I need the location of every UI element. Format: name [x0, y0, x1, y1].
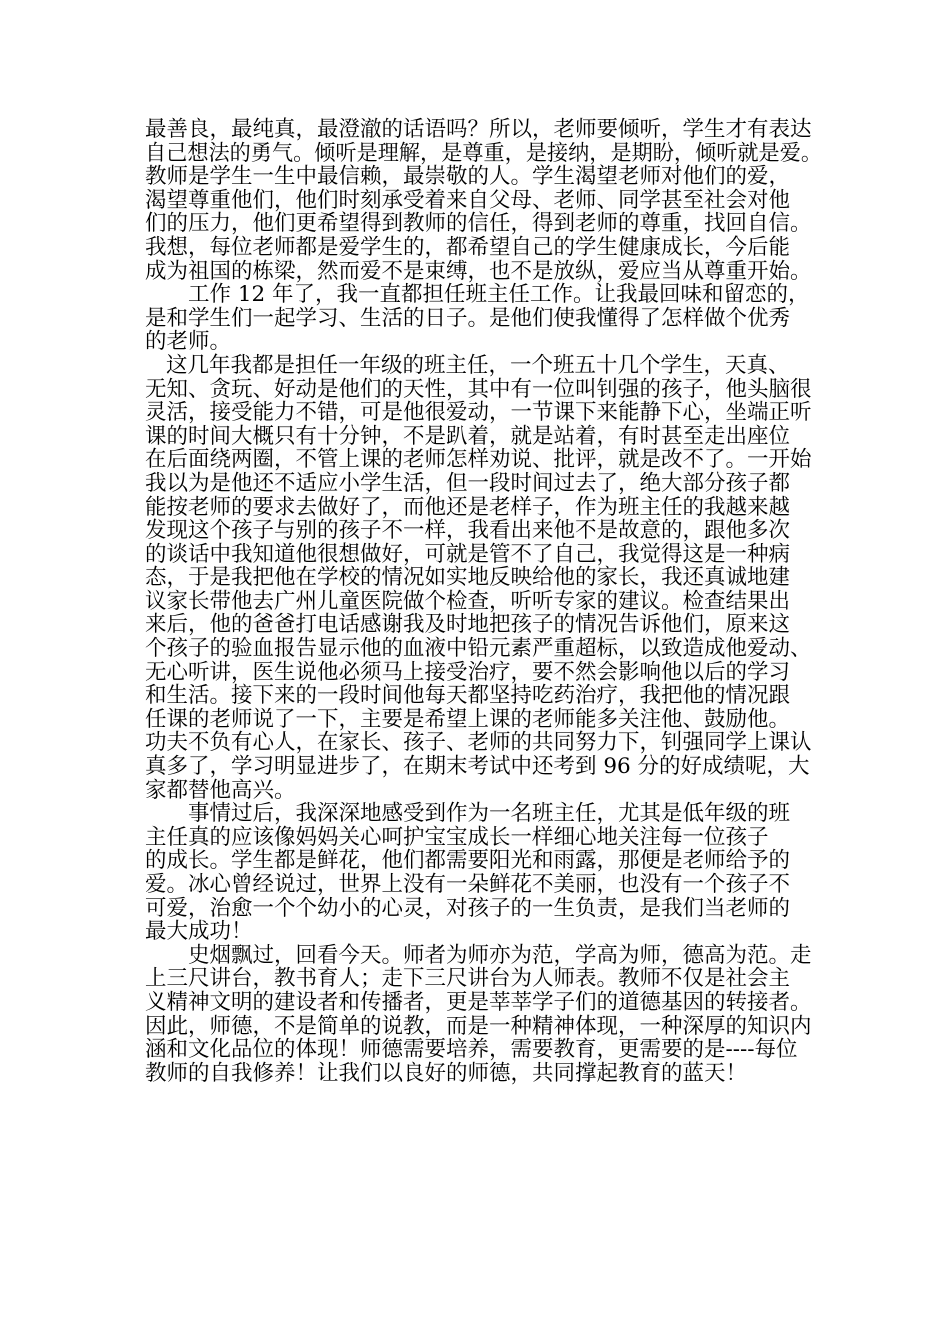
text-line: 爱。冰心曾经说过，世界上没有一朵鲜花不美丽，也没有一个孩子不: [145, 872, 791, 897]
text-line: 我以为是他还不适应小学生活，但一段时间过去了，绝大部分孩子都: [145, 470, 791, 496]
document-body: [145, 118, 822, 1085]
text-line: 可爱，治愈一个个幼小的心灵，对孩子的一生负责，是我们当老师的: [145, 895, 791, 921]
paragraph-start-line: 史烟飘过，回看今天。师者为师亦为范，学高为师，德高为范。走: [188, 942, 812, 968]
text-line: 的谈话中我知道他很想做好，可就是管不了自己，我觉得这是一种病: [145, 541, 791, 567]
text-line: 的成长。学生都是鲜花，他们都需要阳光和雨露，那便是老师给予的: [145, 848, 791, 874]
text-line: 自己想法的勇气。倾听是理解，是尊重，是接纳，是期盼，倾听就是爱。: [145, 140, 823, 166]
text-line: 无知、贪玩、好动是他们的天性，其中有一位叫钊强的孩子，他头脑很: [145, 376, 812, 402]
text-line: 能按老师的要求去做好了，而他还是老样子，作为班主任的我越来越: [145, 494, 791, 520]
text-line: 灵活，接受能力不错，可是他很爱动，一节课下来能静下心，坐端正听: [145, 400, 812, 426]
text-line: 功夫不负有心人，在家长、孩子、老师的共同努力下，钊强同学上课认: [145, 730, 812, 756]
text-line: 课的时间大概只有十分钟，不是趴着，就是站着，有时甚至走出座位: [145, 423, 791, 449]
text-line: 涵和文化品位的体现！师德需要培养，需要教育，更需要的是----每位: [145, 1037, 798, 1063]
text-line: 真多了，学习明显进步了，在期末考试中还考到 96 分的好成绩呢，大: [145, 754, 810, 780]
text-line: 们的压力，他们更希望得到教师的信任，得到老师的尊重，找回自信。: [145, 211, 812, 237]
text-line: 家都替他高兴。: [145, 777, 296, 803]
text-line: 最大成功！: [145, 919, 253, 945]
text-line: 成为祖国的栋梁，然而爱不是束缚，也不是放纵，爱应当从尊重开始。: [145, 258, 812, 284]
text-line: 的老师。: [145, 329, 232, 355]
paragraph-start-line: 工作 12 年了，我一直都担任班主任工作。让我最回味和留恋的，: [188, 282, 810, 308]
text-line: 态，于是我把他在学校的情况如实地反映给他的家长，我还真诚地建: [145, 565, 791, 591]
text-line: 任课的老师说了一下，主要是希望上课的老师能多关注他、鼓励他。: [145, 706, 791, 732]
text-line: 教师是学生一生中最信赖，最崇敬的人。学生渴望老师对他们的爱，: [145, 164, 791, 190]
text-line: 主任真的应该像妈妈关心呵护宝宝成长一样细心地关注每一位孩子: [145, 824, 769, 850]
text-line: 是和学生们一起学习、生活的日子。是他们使我懂得了怎样做个优秀: [145, 305, 791, 331]
text-line: 个孩子的验血报告显示他的血液中铅元素严重超标，以致造成他爱动、: [145, 636, 812, 662]
text-line: 在后面绕两圈，不管上课的老师怎样劝说、批评，就是改不了。一开始: [145, 447, 812, 473]
text-line: 和生活。接下来的一段时间他每天都坚持吃药治疗，我把他的情况跟: [145, 683, 791, 709]
text-line: 渴望尊重他们，他们时刻承受着来自父母、老师、同学甚至社会对他: [145, 187, 791, 213]
text-line: 上三尺讲台，教书育人；走下三尺讲台为人师表。教师不仅是社会主: [145, 966, 791, 992]
text-line: 无心听讲，医生说他必须马上接受治疗，要不然会影响他以后的学习: [145, 659, 791, 685]
text-line: 最善良，最纯真，最澄澈的话语吗？所以，老师要倾听，学生才有表达: [145, 117, 812, 142]
text-line: 我想，每位老师都是爱学生的，都希望自己的学生健康成长，今后能: [145, 234, 791, 260]
text-line: 义精神文明的建设者和传播者，更是莘莘学子们的道德基因的转接者。: [145, 989, 812, 1015]
text-line: 因此，师德，不是简单的说教，而是一种精神体现，一种深厚的知识内: [145, 1013, 812, 1039]
text-line: 发现这个孩子与别的孩子不一样，我看出来他不是故意的，跟他多次: [145, 518, 791, 544]
paragraph-start-line: 这几年我都是担任一年级的班主任，一个班五十几个学生，天真、: [166, 352, 790, 378]
paragraph-start-line: 事情过后，我深深地感受到作为一名班主任，尤其是低年级的班: [188, 801, 791, 827]
text-line: 议家长带他去广州儿童医院做个检查，听听专家的建议。检查结果出: [145, 588, 791, 614]
text-line: 来后，他的爸爸打电话感谢我及时地把孩子的情况告诉他们，原来这: [145, 612, 791, 638]
text-line: 教师的自我修养！让我们以良好的师德，共同撑起教育的蓝天！: [145, 1060, 748, 1086]
